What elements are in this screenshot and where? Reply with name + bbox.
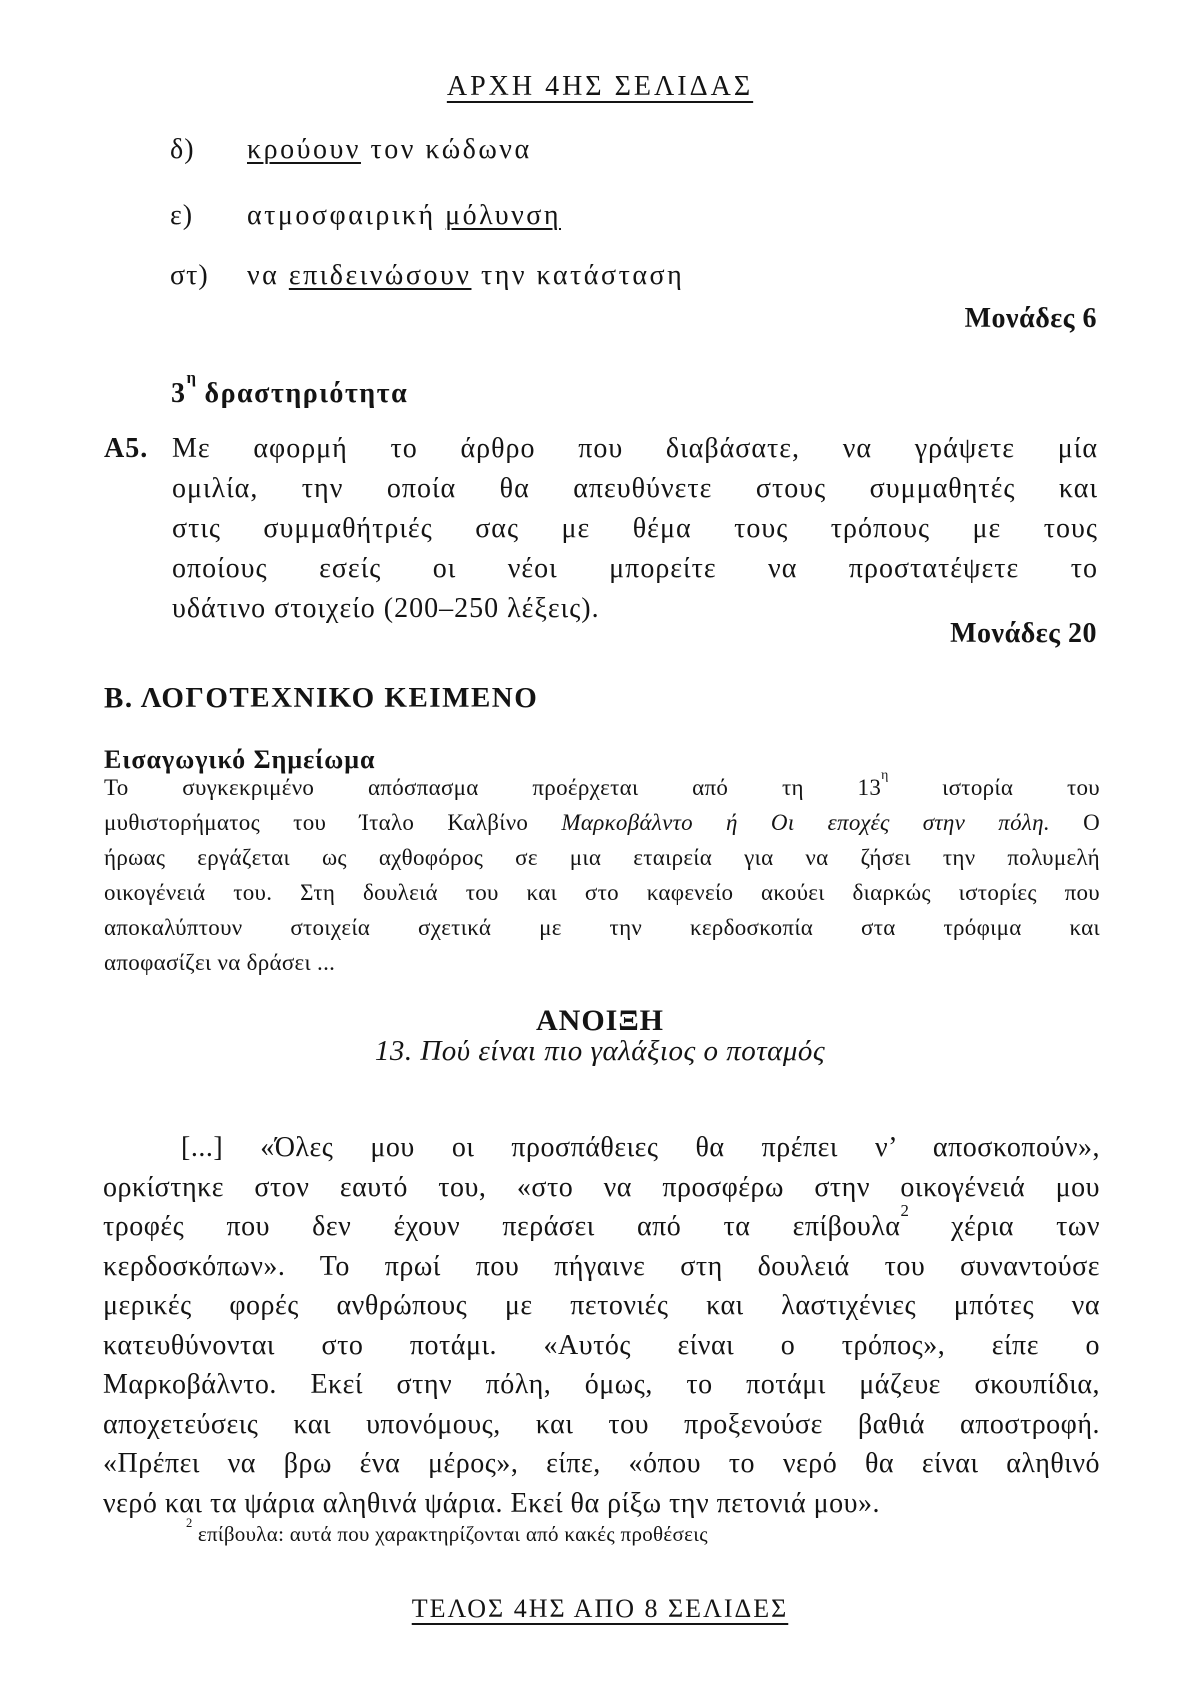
text-line: ήρωας εργάζεται ως αχθοφόρος σε μια εταιρεία για να ζήσει την πολυμελή xyxy=(104,845,1100,870)
vocab-item-pre: ατμοσφαιρική xyxy=(247,200,446,231)
activity-number: 3 xyxy=(171,378,187,409)
footnote-number: 2 xyxy=(186,1515,193,1530)
question-a5-text xyxy=(172,429,1098,629)
footnote-text: επίβουλα: αυτά που χαρακτηρίζονται από κακές προθέσεις xyxy=(192,1522,708,1546)
text-line: στις συμμαθήτριές σας με θέμα τους τρόπους με τους xyxy=(172,513,1098,544)
text-line: αποφασίζει να δράσει ... xyxy=(104,950,336,975)
activity-ordinal-sup: η xyxy=(186,368,197,388)
vocab-item-post: την κατάσταση xyxy=(471,260,685,291)
page-header xyxy=(0,70,1200,104)
section-b-title: Β. ΛΟΓΟΤΕΧΝΙΚΟ ΚΕΙΜΕΝΟ xyxy=(104,682,539,714)
vocab-item-underlined-word: μόλυνση xyxy=(445,200,561,231)
text-line: [...] «Όλες μου οι προσπάθειες θα πρέπει ν’ αποσκοπούν», xyxy=(181,1132,1100,1163)
text-line: αποχετεύσεις και υπονόμους, και του προξενούσε βαθιά αποστροφή. xyxy=(103,1408,1100,1440)
vocab-item-d xyxy=(170,132,532,168)
vocab-item-e xyxy=(170,198,561,234)
text-line: μυθιστορήματος του Ίταλο Καλβίνο Μαρκοβάλντο ή Οι εποχές στην πόλη. Ο xyxy=(104,810,1100,835)
marks-20: Μονάδες 20 xyxy=(950,618,1097,649)
vocab-item-underlined-word: επιδεινώσουν xyxy=(288,260,472,291)
vocab-item-post: τον κώδωνα xyxy=(360,134,532,165)
excerpt-season-title: ΑΝΟΙΞΗ xyxy=(536,1004,664,1037)
text-line: Μαρκοβάλντο. Εκεί στην πόλη, όμως, το ποτάμι μάζευε σκουπίδια, xyxy=(103,1369,1100,1400)
page-footer xyxy=(0,1592,1200,1626)
text-line: Το συγκεκριμένο απόσπασμα προέρχεται από τη $13^\eta$ ιστορία του xyxy=(104,767,1100,800)
activity-title: δραστηριότητα xyxy=(196,378,409,409)
intro-note-heading: Εισαγωγικό Σημείωμα xyxy=(104,745,376,774)
text-line: ομιλία, την οποία θα απευθύνετε στους συμμαθητές και xyxy=(172,473,1098,504)
excerpt-paragraph xyxy=(103,1128,1100,1523)
text-line: οικογένειά του. Στη δουλειά του και στο καφενείο ακούει διαρκώς ιστορίες που xyxy=(104,880,1100,905)
text-line: κερδοσκόπων». Το πρωί που πήγαινε στη δουλειά του συναντούσε xyxy=(103,1250,1100,1282)
text-line: υδάτινο στοιχείο (200–250 λέξεις). xyxy=(172,593,600,624)
text-line: ορκίστηκε στον εαυτό του, «στο να προσφέρω στην οικογένειά μου xyxy=(103,1171,1100,1203)
text-line: Με αφορμή το άρθρο που διαβάσατε, να γράψετε μία xyxy=(172,433,1098,464)
vocab-item-label: στ) xyxy=(170,260,209,291)
excerpt-footnote xyxy=(186,1515,708,1547)
intro-note-paragraph xyxy=(104,767,1100,980)
text-line: κατευθύνονται στο ποτάμι. «Αυτός είναι ο τρόπος», είπε ο xyxy=(103,1329,1100,1361)
text-line: «Πρέπει να βρω ένα μέρος», είπε, «όπου το νερό θα είναι αληθινό xyxy=(103,1448,1100,1479)
text-line: τροφές που δεν έχουν περάσει από τα επίβουλα$^2$ χέρια των xyxy=(103,1201,1100,1242)
text-line: μερικές φορές ανθρώπους με πετονιές και λαστιχένιες μπότες να xyxy=(103,1290,1100,1321)
vocab-item-label: δ) xyxy=(170,134,195,165)
vocab-item-underlined-word: κρούουν xyxy=(247,134,361,165)
marks-6: Μονάδες 6 xyxy=(964,303,1097,334)
page-footer-label: ΤΕΛΟΣ 4ΗΣ ΑΠΟ 8 ΣΕΛΙΔΕΣ xyxy=(411,1594,789,1623)
vocab-item-st xyxy=(170,258,684,294)
question-a5-label: Α5. xyxy=(104,433,149,464)
vocab-item-label: ε) xyxy=(170,200,194,231)
text-line: νερό και τα ψάρια αληθινά ψάρια. Εκεί θα ρίξω την πετονιά μου». xyxy=(103,1487,880,1519)
page-header-label: ΑΡΧΗ 4ΗΣ ΣΕΛΙΔΑΣ xyxy=(446,71,754,102)
excerpt-story-title: 13. Πού είναι πιο γαλάξιος ο ποταμός xyxy=(374,1035,826,1067)
activity-heading xyxy=(171,368,409,412)
text-line: αποκαλύπτουν στοιχεία σχετικά με την κερδοσκοπία στα τρόφιμα και xyxy=(104,915,1100,940)
vocab-item-pre: να xyxy=(247,260,289,291)
text-line: οποίους εσείς οι νέοι μπορείτε να προστατέψετε το xyxy=(172,553,1098,584)
